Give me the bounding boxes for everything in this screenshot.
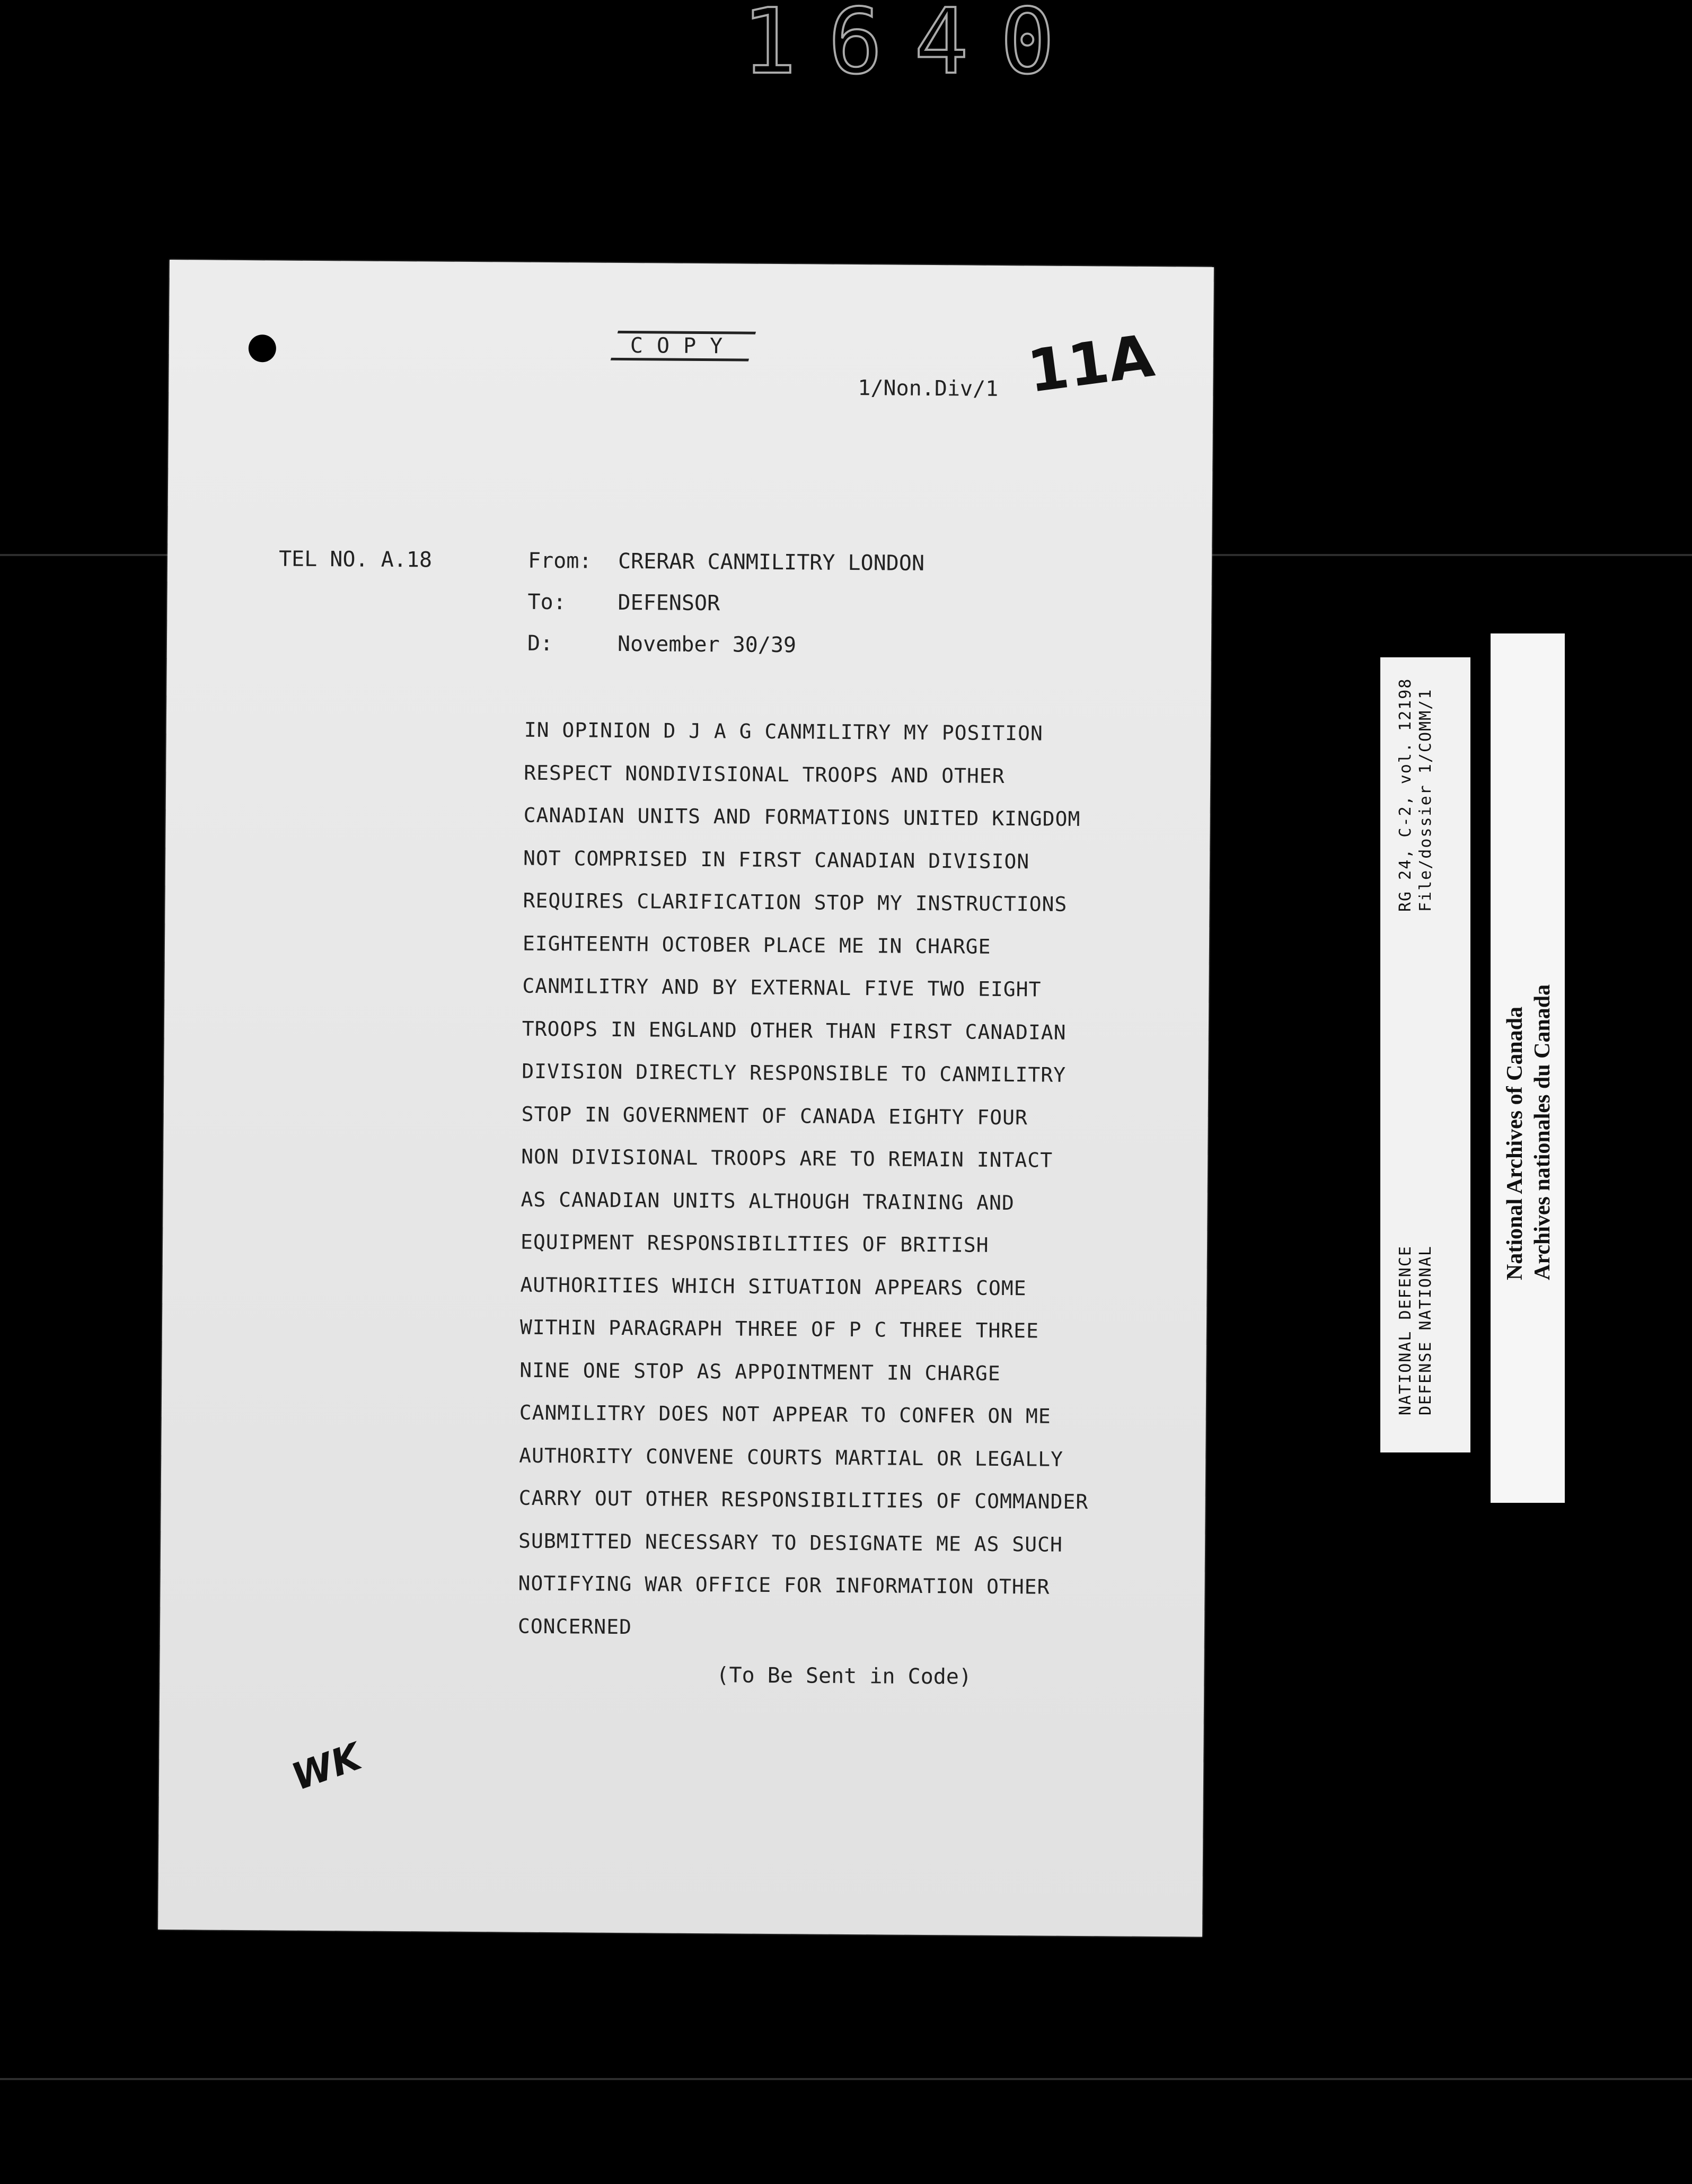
telegram-header: [527, 549, 925, 675]
body-line: CONCERNED: [517, 1614, 632, 1639]
body-line: REQUIRES CLARIFICATION STOP MY INSTRUCTIONS: [523, 888, 1068, 916]
file-reference: 1/Non.Div/1: [858, 376, 999, 401]
body-line: AS CANADIAN UNITS ALTHOUGH TRAINING AND: [521, 1187, 1015, 1214]
to-label: To:: [527, 589, 566, 615]
to-value: DEFENSOR: [618, 590, 720, 616]
body-line: EIGHTEENTH OCTOBER PLACE ME IN CHARGE: [522, 931, 991, 958]
body-line: TROOPS IN ENGLAND OTHER THAN FIRST CANADIAN: [522, 1017, 1067, 1044]
department-line-2: DEFENSE NATIONAL: [1416, 1245, 1435, 1415]
body-line: RESPECT NONDIVISIONAL TROOPS AND OTHER: [524, 761, 1005, 788]
to-row: [527, 590, 924, 634]
body-line: CANMILITRY DOES NOT APPEAR TO CONFER ON ME: [519, 1401, 1051, 1428]
from-value: CRERAR CANMILITRY LONDON: [618, 549, 925, 576]
date-value: November 30/39: [617, 631, 797, 658]
telegram-number: TEL NO. A.18: [278, 547, 433, 573]
document-page: [158, 260, 1214, 1937]
archive-reference-label: [1380, 657, 1470, 1452]
body-line: NOT COMPRISED IN FIRST CANADIAN DIVISION: [523, 846, 1030, 873]
handwritten-number: 11A: [1024, 321, 1158, 406]
body-line: SUBMITTED NECESSARY TO DESIGNATE ME AS SUCH: [518, 1529, 1063, 1556]
punch-hole: [249, 334, 276, 362]
department-line-1: NATIONAL DEFENCE: [1396, 1245, 1415, 1415]
date-row: [527, 631, 924, 675]
date-label: D:: [527, 631, 553, 656]
from-label: From:: [527, 548, 592, 574]
body-line: IN OPINION D J A G CANMILITRY MY POSITION: [524, 718, 1043, 745]
body-line: AUTHORITY CONVENE COURTS MARTIAL OR LEGALLY: [519, 1443, 1064, 1471]
code-note: (To Be Sent in Code): [716, 1663, 972, 1689]
body-line: WITHIN PARAGRAPH THREE OF P C THREE THREE: [519, 1315, 1039, 1343]
archives-line-fr: Archives nationales du Canada: [1530, 984, 1555, 1280]
body-line: STOP IN GOVERNMENT OF CANADA EIGHTY FOUR: [521, 1102, 1028, 1129]
reference-line-1: RG 24, C-2, vol. 12198: [1396, 677, 1415, 912]
body-line: NOTIFYING WAR OFFICE FOR INFORMATION OTHER: [518, 1571, 1050, 1599]
copy-stamp: [611, 331, 756, 362]
body-line: CANADIAN UNITS AND FORMATIONS UNITED KINGDOM: [523, 803, 1081, 831]
telegram-body: [518, 718, 1134, 1661]
body-line: CANMILITRY AND BY EXTERNAL FIVE TWO EIGHT: [522, 974, 1042, 1001]
national-archives-stamp: [1491, 633, 1565, 1503]
body-line: CARRY OUT OTHER RESPONSIBILITIES OF COMMANDER: [518, 1486, 1089, 1514]
body-line: AUTHORITIES WHICH SITUATION APPEARS COME: [520, 1273, 1027, 1300]
body-line: DIVISION DIRECTLY RESPONSIBLE TO CANMILITRY: [522, 1059, 1067, 1087]
body-line: NON DIVISIONAL TROOPS ARE TO REMAIN INTACT: [521, 1144, 1053, 1172]
microfilm-frame-number: 1640: [742, 0, 1087, 94]
body-line: EQUIPMENT RESPONSIBILITIES OF BRITISH: [520, 1230, 989, 1257]
archives-line-en: National Archives of Canada: [1503, 1006, 1527, 1280]
film-rule-bottom: [0, 2078, 1692, 2080]
handwritten-initials: WK: [286, 1734, 367, 1799]
reference-line-2: File/dossier 1/COMM/1: [1416, 688, 1435, 912]
copy-stamp-text: COPY: [630, 333, 737, 359]
body-line: NINE ONE STOP AS APPOINTMENT IN CHARGE: [519, 1358, 1001, 1385]
from-row: [528, 549, 924, 593]
